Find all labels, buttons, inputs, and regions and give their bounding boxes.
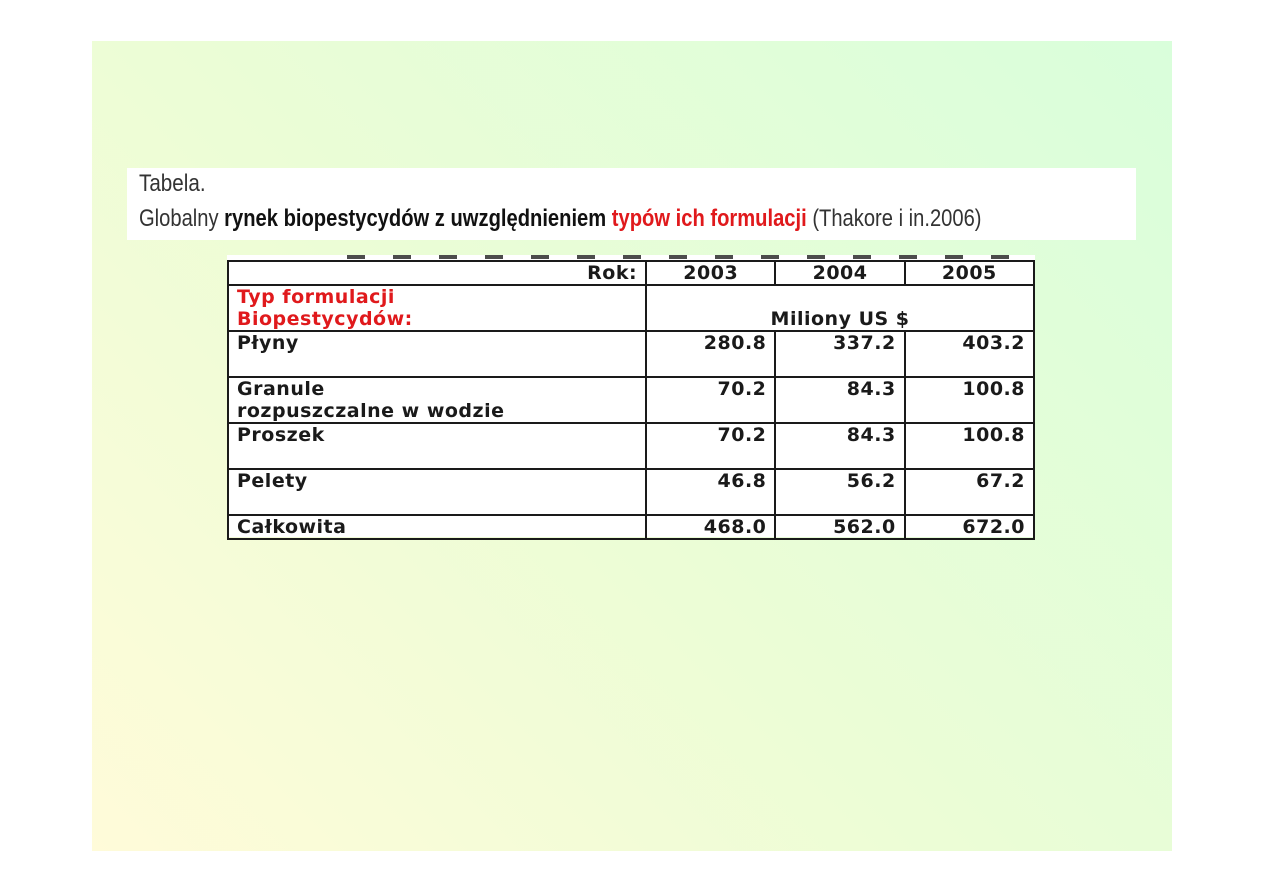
row-label <box>228 469 646 515</box>
cell-2004: 84.3 <box>775 423 904 469</box>
row-label-line1: Proszek <box>237 424 325 446</box>
table-caption <box>127 168 1136 240</box>
year-2004-header: 2004 <box>775 261 904 285</box>
total-2003: 468.0 <box>646 515 775 539</box>
cell-2005: 403.2 <box>905 331 1034 377</box>
table-header-row <box>228 261 1034 285</box>
table-total-row <box>228 515 1034 539</box>
row-label <box>228 377 646 423</box>
total-2005: 672.0 <box>905 515 1034 539</box>
cell-2003: 46.8 <box>646 469 775 515</box>
caption-title-red: typów ich formulacji <box>611 205 807 232</box>
row-label <box>228 331 646 377</box>
biopesticide-market-table <box>227 260 1035 540</box>
cell-2004: 84.3 <box>775 377 904 423</box>
row-label-line2: rozpuszczalne w wodzie <box>237 400 505 422</box>
caption-label: Tabela. <box>139 170 206 197</box>
cell-2004: 56.2 <box>775 469 904 515</box>
row-label-line1: Granule <box>237 378 325 400</box>
table-row <box>228 331 1034 377</box>
total-2004: 562.0 <box>775 515 904 539</box>
data-table-image <box>227 255 1035 537</box>
caption-title-bold: rynek biopestycydów z uwzględnieniem <box>224 205 607 232</box>
cell-2004: 337.2 <box>775 331 904 377</box>
caption-source: (Thakore i in.2006) <box>812 205 982 232</box>
cell-2005: 100.8 <box>905 423 1034 469</box>
units-header <box>646 285 1034 331</box>
row-label-line1: Płyny <box>237 332 299 354</box>
total-label: Całkowita <box>228 515 646 539</box>
year-2005-header: 2005 <box>905 261 1034 285</box>
table-row <box>228 469 1034 515</box>
table-subheader-row <box>228 285 1034 331</box>
type-header-line1: Typ formulacji <box>237 286 395 308</box>
caption-title-prefix: Globalny <box>139 205 219 232</box>
type-header-line2: Biopestycydów: <box>237 308 413 330</box>
cell-2005: 100.8 <box>905 377 1034 423</box>
type-header <box>228 285 646 331</box>
cell-2003: 70.2 <box>646 423 775 469</box>
row-label-line1: Pelety <box>237 470 308 492</box>
cell-2005: 67.2 <box>905 469 1034 515</box>
year-2003-header: 2003 <box>646 261 775 285</box>
clipped-text-remnant <box>347 255 1027 259</box>
table-row <box>228 423 1034 469</box>
table-row <box>228 377 1034 423</box>
row-label <box>228 423 646 469</box>
units-label: Miliony US $ <box>770 308 910 330</box>
cell-2003: 70.2 <box>646 377 775 423</box>
cell-2003: 280.8 <box>646 331 775 377</box>
caption-title <box>139 205 982 233</box>
year-header: Rok: <box>228 261 646 285</box>
